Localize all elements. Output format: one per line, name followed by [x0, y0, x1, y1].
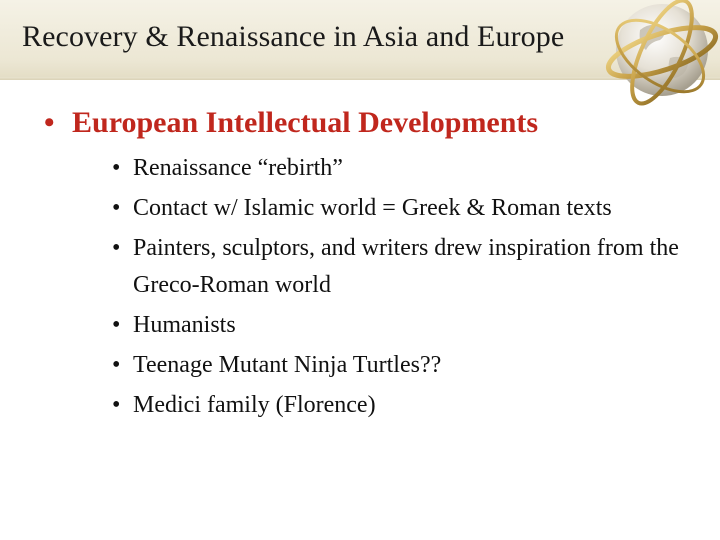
list-item [112, 190, 702, 227]
bullet-dot: • [112, 312, 121, 338]
list-item [112, 150, 702, 187]
list-item-text: Painters, sculptors, and writers drew inspiration from the Greco-Roman world [133, 235, 679, 298]
list-item-text: Contact w/ Islamic world = Greek & Roman texts [133, 195, 612, 221]
heading-text: European Intellectual Developments [72, 106, 539, 139]
slide-title: Recovery & Renaissance in Asia and Europe [22, 20, 565, 53]
bullet-dot: • [112, 392, 121, 418]
list-item [112, 307, 702, 344]
list-item-text: Teenage Mutant Ninja Turtles?? [133, 352, 442, 378]
bullet-list [112, 150, 702, 427]
list-item-text: Humanists [133, 312, 236, 338]
globe-with-rings-icon [600, 0, 720, 140]
bullet-dot: • [112, 235, 121, 261]
bullet-dot: • [112, 195, 121, 221]
bullet-dot: • [112, 352, 121, 378]
list-item [112, 347, 702, 384]
list-item [112, 230, 702, 304]
list-item-text: Renaissance “rebirth” [133, 155, 343, 181]
list-item [112, 387, 702, 424]
heading-bullet: • [44, 106, 55, 139]
list-item-text: Medici family (Florence) [133, 392, 376, 418]
slide-heading [44, 106, 538, 140]
bullet-dot: • [112, 155, 121, 181]
